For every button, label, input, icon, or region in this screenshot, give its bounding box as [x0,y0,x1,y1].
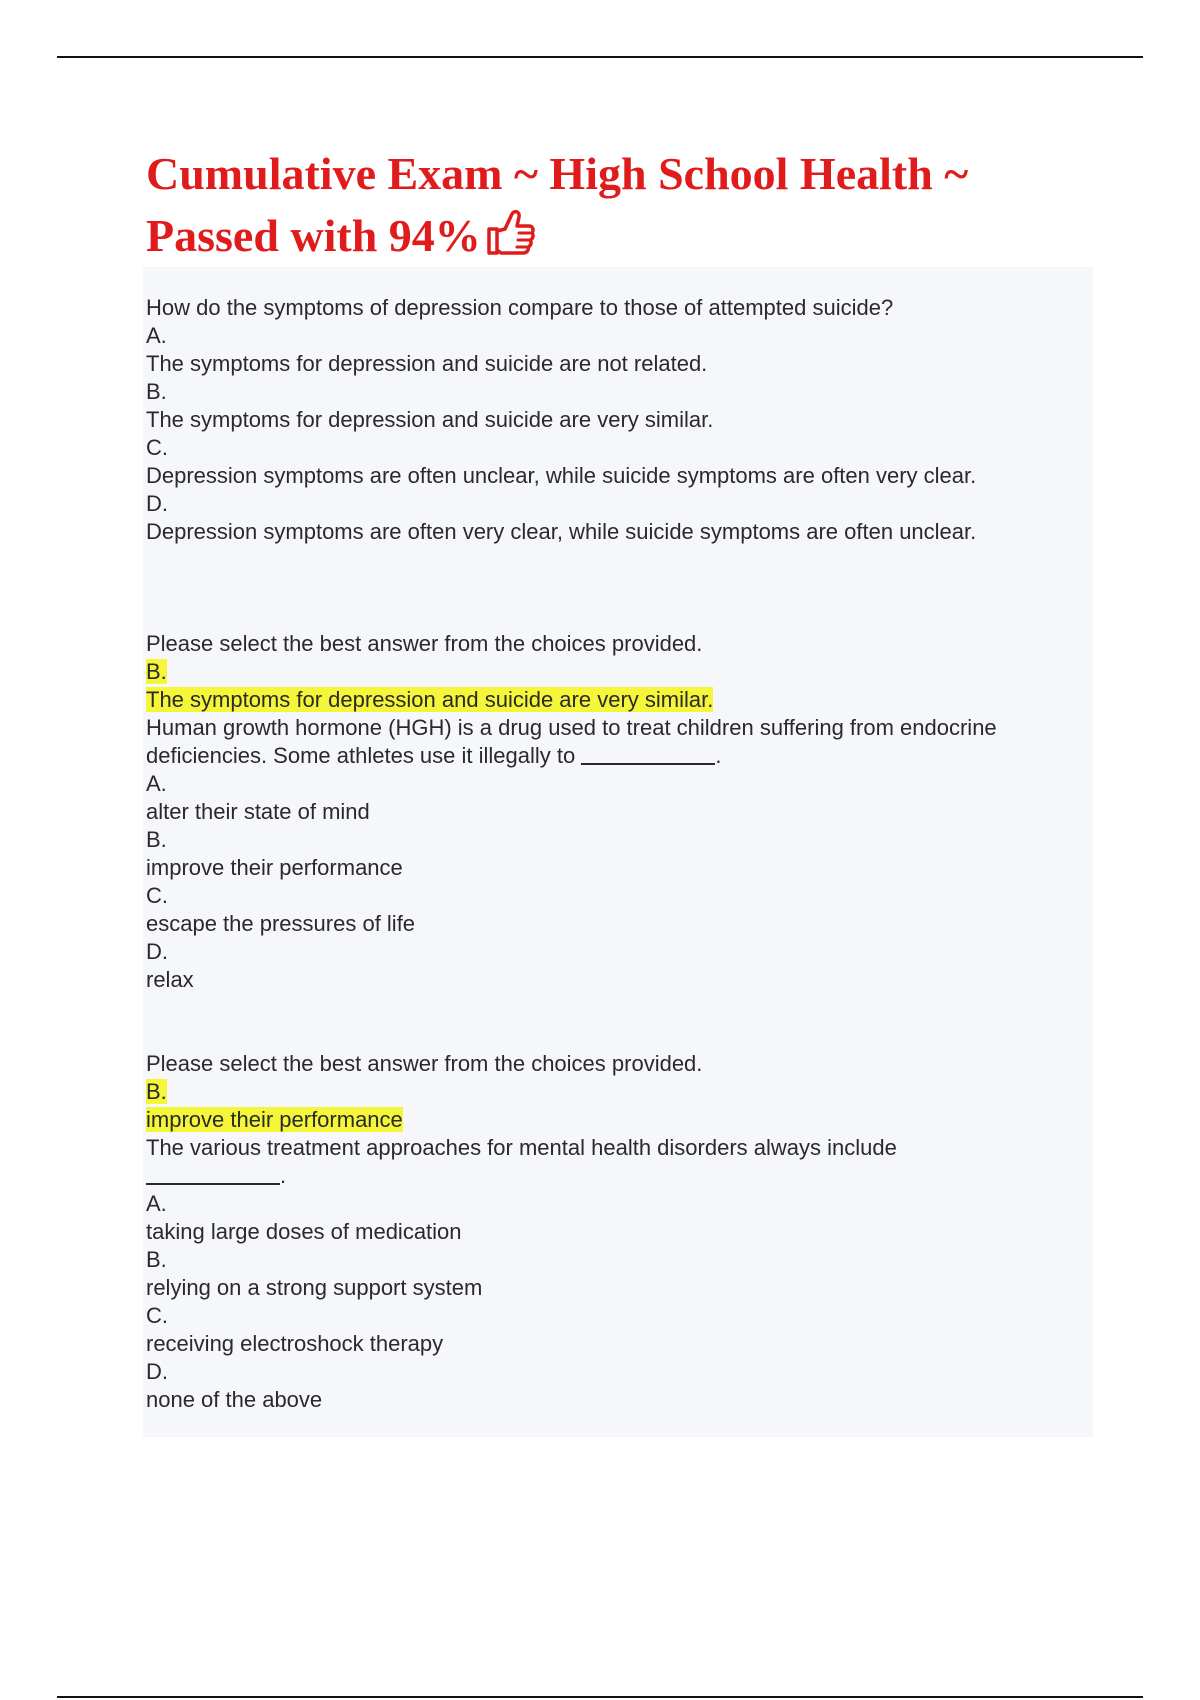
q1-option-c-letter: C. [146,435,168,460]
document-title [146,143,1106,273]
q1-answer-letter: B. [146,659,167,684]
q2-option-d-text: relax [146,967,194,992]
q1-instruction: Please select the best answer from the choices provided. [146,631,703,656]
q1-option-c-text: Depression symptoms are often unclear, while suicide symptoms are often very clear. [146,463,977,488]
spacer [146,546,1086,630]
q2-answer-letter: B. [146,1079,167,1104]
bottom-rule [57,1696,1143,1698]
q3-option-b-letter: B. [146,1247,167,1272]
q1-option-a-text: The symptoms for depression and suicide are not related. [146,351,708,376]
q2-option-a-letter: A. [146,771,167,796]
thumbs-up-icon [485,207,535,273]
q2-option-b-letter: B. [146,827,167,852]
q2-prompt-end: . [715,743,722,768]
q2-option-d-letter: D. [146,939,168,964]
question-2-prompt [146,714,1086,770]
q3-option-a-letter: A. [146,1191,167,1216]
top-rule [57,56,1143,58]
q3-option-c-letter: C. [146,1303,168,1328]
q3-prompt-end: . [280,1163,287,1188]
q1-option-a-letter: A. [146,323,167,348]
q1-option-d-text: Depression symptoms are often very clear, while suicide symptoms are often unclear. [146,519,977,544]
q3-option-a-text: taking large doses of medication [146,1219,462,1244]
q1-option-d-letter: D. [146,491,168,516]
exam-content [146,294,1086,1414]
q2-option-c-text: escape the pressures of life [146,911,416,936]
q1-answer-text: The symptoms for depression and suicide are very similar. [146,687,714,712]
q3-option-d-letter: D. [146,1359,168,1384]
q2-instruction: Please select the best answer from the choices provided. [146,1051,703,1076]
q1-option-b-letter: B. [146,379,167,404]
q1-option-b-text: The symptoms for depression and suicide are very similar. [146,407,714,432]
q2-option-c-letter: C. [146,883,168,908]
q3-option-d-text: none of the above [146,1387,323,1412]
question-3-blank-line [146,1162,1086,1190]
q2-option-a-text: alter their state of mind [146,799,370,824]
q3-option-b-text: relying on a strong support system [146,1275,483,1300]
fill-in-blank [581,763,715,765]
q3-option-c-text: receiving electroshock therapy [146,1331,444,1356]
question-1-prompt: How do the symptoms of depression compare to those of attempted suicide? [146,295,894,320]
question-3-prompt: The various treatment approaches for mental health disorders always include [146,1135,897,1160]
fill-in-blank [146,1183,280,1185]
title-line-2: Passed with 94% [146,210,481,261]
q2-answer-text: improve their performance [146,1107,403,1132]
title-line-1: Cumulative Exam ~ High School Health ~ [146,148,969,199]
q2-option-b-text: improve their performance [146,855,403,880]
q2-prompt-text: Human growth hormone (HGH) is a drug used to treat children suffering from endocrine deficiencies. Some athletes use it illegally to [146,715,997,768]
spacer [146,994,1086,1050]
